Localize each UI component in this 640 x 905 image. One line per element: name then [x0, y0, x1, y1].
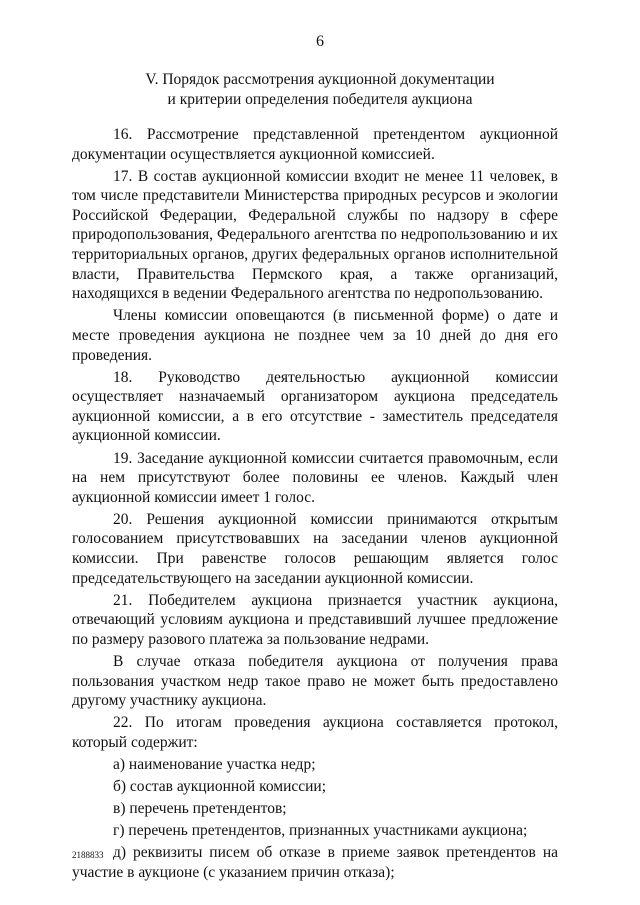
list-item-v: в) перечень претендентов;: [113, 800, 287, 818]
page-number: 6: [316, 33, 324, 50]
document-body: [72, 125, 558, 885]
section-title-line-2: и критерии определения победителя аукциона: [167, 91, 473, 108]
paragraph-21-refusal: В случае отказа победителя аукциона от получения права пользования участком недр такое право не может быть предоставлено другому участнику аукциона.: [72, 652, 558, 710]
section-title: [60, 70, 580, 110]
paragraph-19: 19. Заседание аукционной комиссии считается правомочным, если на нем присутствуют более половины ее членов. Каждый член аукционной комиссии имеет 1 голос.: [72, 449, 558, 506]
list-item-b: б) состав аукционной комиссии;: [113, 778, 327, 795]
section-title-line-1: V. Порядок рассмотрения аукционной документации: [145, 71, 495, 88]
list-item-d: д) реквизиты писем об отказе в приеме заявок претендентов на участие в аукционе (с указанием причин отказа);: [72, 844, 558, 881]
paragraph-16: 16. Рассмотрение представленной претендентом аукционной документации осуществляется аукционной комиссией.: [72, 126, 558, 163]
paragraph-22: 22. По итогам проведения аукциона составляется протокол, который содержит:: [72, 714, 558, 751]
document-code: 2188833: [72, 850, 104, 860]
list-item-a: а) наименование участка недр;: [113, 755, 316, 773]
paragraph-18: 18. Руководство деятельностью аукционной комиссии осуществляет назначаемый организатором аукциона председатель аукционной комиссии, а в его отсутствие - заместитель председателя аукционной комиссии.: [72, 368, 558, 445]
paragraph-20: 20. Решения аукционной комиссии принимаются открытым голосованием присутствовавших на заседании членов аукционной комиссии. При равенстве голосов решающим является голос председательствующего на заседании аукционной комиссии.: [72, 510, 558, 587]
list-item-g: г) перечень претендентов, признанных участниками аукциона;: [113, 822, 528, 840]
paragraph-17: 17. В состав аукционной комиссии входит не менее 11 человек, в том числе представители Министерства природных ресурсов и экологии Российской Федерации, Федеральной службы по надзору в сфере природопользования, Федерального агентства по недропользованию и их территориальных органов, других федеральных органов исполнительной власти, Правительства Пермского края, а также организаций, находящихся в ведении Федерального агентства по недропользованию.: [72, 167, 558, 303]
paragraph-21: 21. Победителем аукциона признается участник аукциона, отвечающий условиям аукциона и представивший лучшее предложение по размеру разового платежа за пользование недрами.: [72, 591, 558, 648]
paragraph-17-notification: Члены комиссии оповещаются (в письменной форме) о дате и месте проведения аукциона не позднее чем за 10 дней до дня его проведения.: [72, 307, 558, 364]
